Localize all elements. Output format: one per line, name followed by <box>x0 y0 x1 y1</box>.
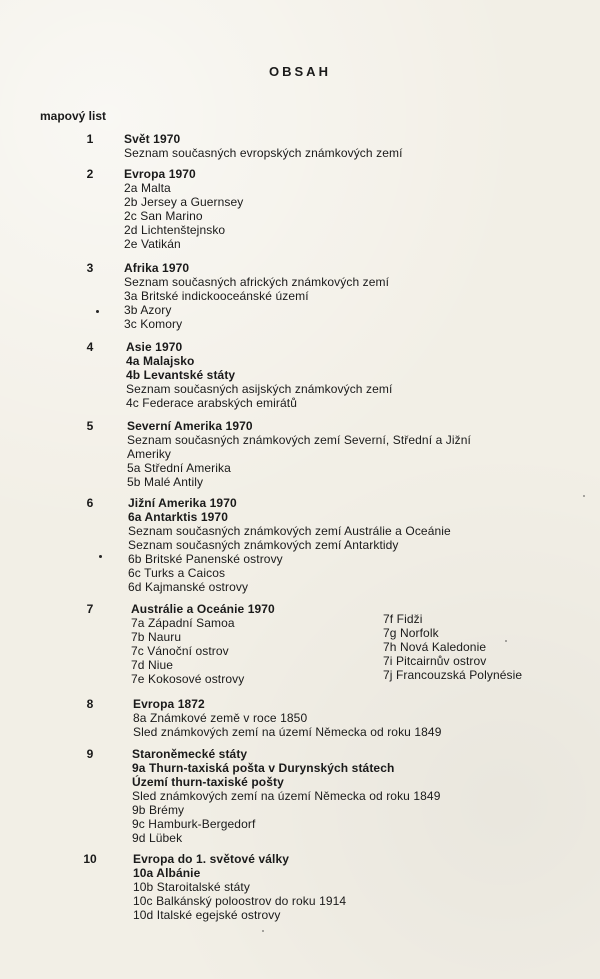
entry-line: 2a Malta <box>124 181 171 195</box>
entry-line: Seznam současných evropských známkových zemí <box>124 146 403 160</box>
column-label-map-sheet: mapový list <box>40 109 107 123</box>
entry-heading-line: 4b Levantské státy <box>126 368 236 382</box>
entry-number: 3 <box>86 261 94 275</box>
entry-line: 6c Turks a Caicos <box>128 566 226 580</box>
entry-line: 5a Střední Amerika <box>127 461 231 475</box>
entry-heading-line: Severní Amerika 1970 <box>127 419 253 433</box>
entry-line: 7c Vánoční ostrov <box>131 644 229 658</box>
entry-line: 4c Federace arabských emirátů <box>126 396 297 410</box>
entry-line: 8a Známkové země v roce 1850 <box>133 711 308 725</box>
entry-heading-line: Evropa do 1. světové války <box>133 852 290 866</box>
entry-line: 2b Jersey a Guernsey <box>124 195 244 209</box>
entry-number: 10 <box>83 852 97 866</box>
entry-heading-line: Jižní Amerika 1970 <box>128 496 237 510</box>
entry-side-line: 7i Pitcairnův ostrov <box>383 654 487 668</box>
entry-number: 6 <box>86 496 94 510</box>
entry-number: 1 <box>86 132 94 146</box>
entry-line: 3a Britské indickooceánské území <box>124 289 309 303</box>
entry-line: Sled známkových zemí na území Německa od roku 1849 <box>132 789 441 803</box>
entry-line: 2e Vatikán <box>124 237 181 251</box>
entry-number: 8 <box>86 697 94 711</box>
entry-side-line: 7f Fidži <box>383 612 423 626</box>
entry-number: 7 <box>86 602 94 616</box>
entry-line: 7d Niue <box>131 658 174 672</box>
entry-heading-line: Evropa 1970 <box>124 167 196 181</box>
entry-line: 10b Staroitalské státy <box>133 880 250 894</box>
entry-side-line: 7h Nová Kaledonie <box>383 640 487 654</box>
entry-side-line: 7g Norfolk <box>383 626 439 640</box>
entry-line: Sled známkových zemí na území Německa od roku 1849 <box>133 725 442 739</box>
entry-line: 10c Balkánský poloostrov do roku 1914 <box>133 894 347 908</box>
entry-heading-line: Svět 1970 <box>124 132 181 146</box>
entry-line: Seznam současných známkových zemí Austrálie a Oceánie <box>128 524 451 538</box>
entry-heading-line: Staroněmecké státy <box>132 747 248 761</box>
margin-dot <box>99 555 102 558</box>
entry-line: 9c Hamburk-Bergedorf <box>132 817 256 831</box>
entry-line: 7a Západní Samoa <box>131 616 235 630</box>
entry-line: Ameriky <box>127 447 172 461</box>
entry-line: 10d Italské egejské ostrovy <box>133 908 281 922</box>
entry-number: 2 <box>86 167 94 181</box>
entry-line: 9b Brémy <box>132 803 185 817</box>
entry-line: 7b Nauru <box>131 630 182 644</box>
entry-number: 4 <box>86 340 94 354</box>
entry-side-line: 7j Francouzská Polynésie <box>383 668 523 682</box>
entry-line: 9d Lübek <box>132 831 183 845</box>
entry-line: Seznam současných afrických známkových zemí <box>124 275 390 289</box>
margin-dot <box>96 310 99 313</box>
entry-number: 9 <box>86 747 94 761</box>
paper-speck <box>583 495 585 497</box>
entry-line: Seznam současných známkových zemí Antarktidy <box>128 538 399 552</box>
entry-number: 5 <box>86 419 94 433</box>
entry-line: Seznam současných asijských známkových zemí <box>126 382 393 396</box>
entry-line: 6d Kajmanské ostrovy <box>128 580 249 594</box>
entry-line: 6b Britské Panenské ostrovy <box>128 552 283 566</box>
entry-line: 3c Komory <box>124 317 183 331</box>
entry-line: 5b Malé Antily <box>127 475 204 489</box>
paper-speck <box>505 640 507 642</box>
entry-line: 3b Azory <box>124 303 172 317</box>
entry-line: 2c San Marino <box>124 209 203 223</box>
entry-heading-line: Evropa 1872 <box>133 697 205 711</box>
entry-line: Seznam současných známkových zemí Severní, Střední a Jižní <box>127 433 471 447</box>
entry-heading-line: Asie 1970 <box>126 340 183 354</box>
entry-heading-line: 9a Thurn-taxiská pošta v Durynských státech <box>132 761 395 775</box>
entry-heading-line: Austrálie a Oceánie 1970 <box>131 602 275 616</box>
entry-line: 7e Kokosové ostrovy <box>131 672 245 686</box>
entry-heading-line: 4a Malajsko <box>126 354 195 368</box>
page-title: OBSAH <box>269 64 331 79</box>
paper-speck <box>262 930 264 932</box>
entry-heading-line: Území thurn-taxiské pošty <box>132 775 284 789</box>
entry-heading-line: 6a Antarktis 1970 <box>128 510 228 524</box>
entry-heading-line: 10a Albánie <box>133 866 201 880</box>
entry-heading-line: Afrika 1970 <box>124 261 190 275</box>
entry-line: 2d Lichtenštejnsko <box>124 223 226 237</box>
